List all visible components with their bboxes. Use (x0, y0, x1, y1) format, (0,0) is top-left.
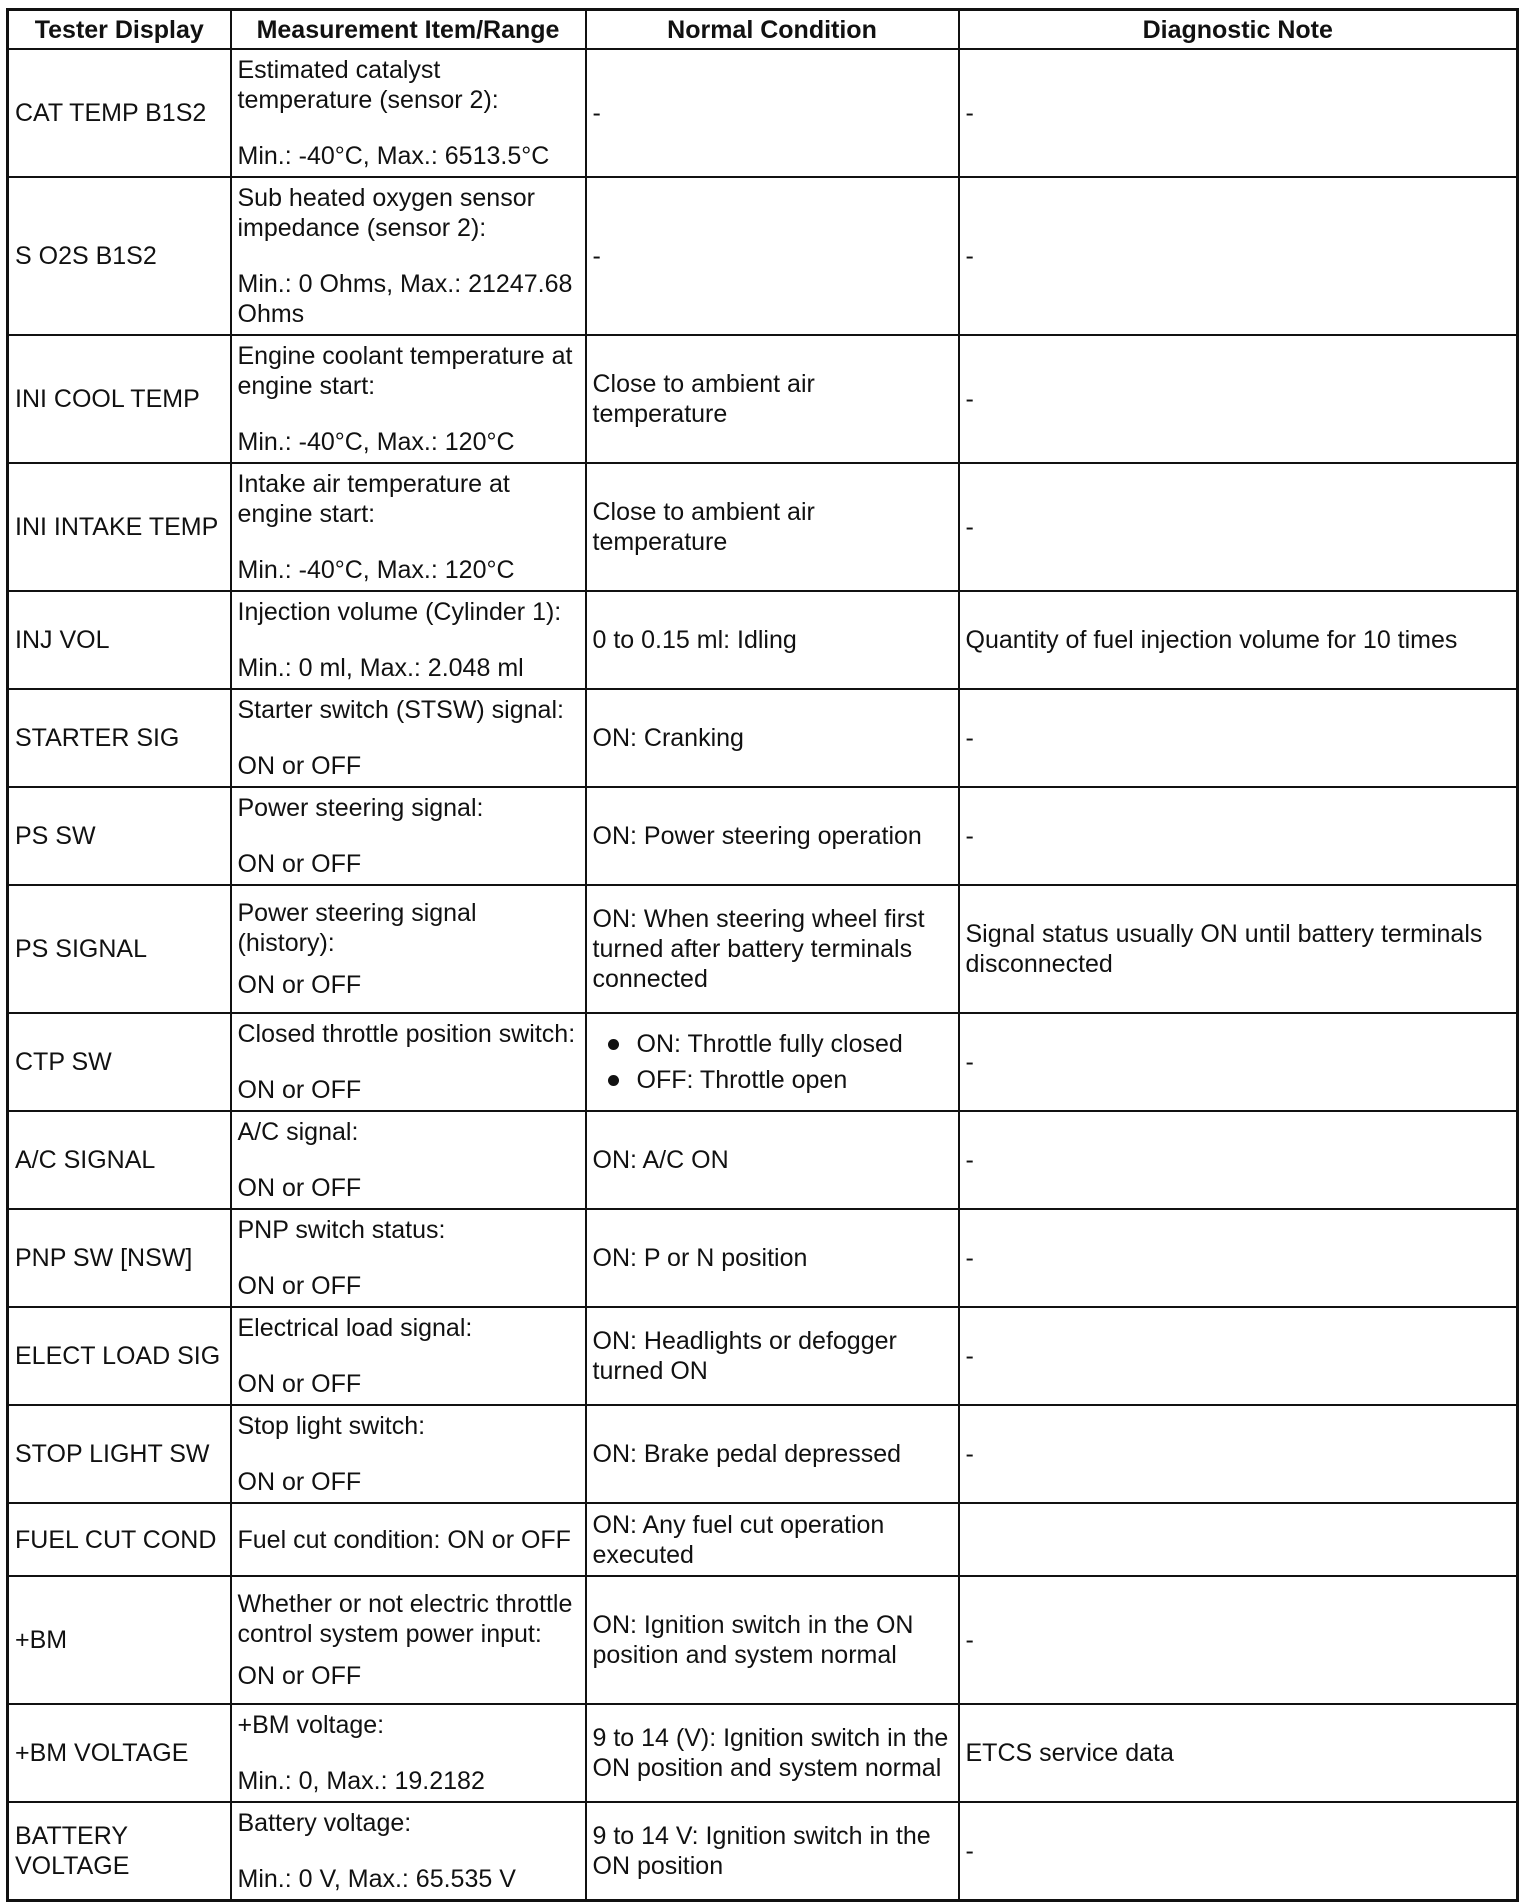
data-list-table (6, 8, 1519, 1902)
cell-normal-condition: ON: Ignition switch in the ON position and system normal (586, 1576, 959, 1704)
cell-diagnostic-note (959, 1503, 1518, 1576)
list-item: ON: Throttle fully closed (587, 1029, 952, 1059)
normal-condition-list (587, 1029, 952, 1095)
item-range: Min.: 0 V, Max.: 65.535 V (237, 1864, 516, 1893)
header-measurement-item: Measurement Item/Range (231, 10, 586, 50)
cell-tester-display: STARTER SIG (8, 689, 231, 787)
table-row (8, 1503, 1518, 1576)
cell-tester-display: INJ VOL (8, 591, 231, 689)
item-description: Power steering signal: (237, 794, 484, 822)
cell-normal-condition: ON: Cranking (586, 689, 959, 787)
table-row (8, 1704, 1518, 1802)
item-description: PNP switch status: (237, 1216, 446, 1244)
item-description: Starter switch (STSW) signal: (237, 696, 564, 724)
item-range: Min.: -40°C, Max.: 120°C (237, 556, 515, 584)
table-row (8, 1111, 1518, 1209)
item-range: Min.: 0 Ohms, Max.: 21247.68 Ohms (237, 270, 573, 328)
item-description: Intake air temperature at engine start: (237, 470, 510, 528)
table-row (8, 1405, 1518, 1503)
cell-normal-condition: Close to ambient air temperature (586, 463, 959, 591)
item-description: A/C signal: (237, 1118, 359, 1146)
table-row (8, 335, 1518, 463)
cell-tester-display: BATTERY VOLTAGE (8, 1802, 231, 1900)
cell-tester-display: ELECT LOAD SIG (8, 1307, 231, 1405)
item-description: Closed throttle position switch: (237, 1020, 576, 1048)
item-description: Injection volume (Cylinder 1): (237, 598, 562, 626)
table-row (8, 1307, 1518, 1405)
cell-tester-display: +BM VOLTAGE (8, 1704, 231, 1802)
item-description: +BM voltage: (237, 1711, 385, 1739)
cell-diagnostic-note: - (959, 1209, 1518, 1307)
item-range: Min.: -40°C, Max.: 120°C (237, 428, 515, 456)
cell-normal-condition: 0 to 0.15 ml: Idling (586, 591, 959, 689)
cell-measurement-item (231, 689, 586, 787)
cell-measurement-item (231, 49, 586, 177)
header-tester-display: Tester Display (8, 10, 231, 50)
cell-normal-condition: ON: When steering wheel first turned after battery terminals connected (586, 885, 959, 1013)
item-description: Power steering signal (history): (237, 899, 477, 957)
cell-diagnostic-note: - (959, 177, 1518, 335)
cell-measurement-item (231, 1802, 586, 1900)
item-range: Min.: 0 ml, Max.: 2.048 ml (237, 654, 524, 682)
header-normal-condition: Normal Condition (586, 10, 959, 50)
item-range: ON or OFF (237, 971, 362, 999)
list-item: OFF: Throttle open (587, 1065, 952, 1095)
cell-measurement-item (231, 591, 586, 689)
cell-normal-condition (586, 1013, 959, 1111)
item-range: ON or OFF (237, 752, 362, 780)
item-range: ON or OFF (237, 1174, 362, 1202)
cell-tester-display: +BM (8, 1576, 231, 1704)
cell-diagnostic-note: - (959, 1405, 1518, 1503)
cell-tester-display: FUEL CUT COND (8, 1503, 231, 1576)
table-row (8, 1576, 1518, 1704)
cell-normal-condition: - (586, 49, 959, 177)
cell-measurement-item (231, 1576, 586, 1704)
item-range: ON or OFF (237, 1272, 362, 1300)
item-range: ON or OFF (237, 850, 362, 878)
cell-normal-condition: ON: Power steering operation (586, 787, 959, 885)
cell-measurement-item (231, 335, 586, 463)
cell-diagnostic-note: - (959, 1111, 1518, 1209)
item-description: Stop light switch: (237, 1412, 426, 1440)
cell-measurement-item (231, 1405, 586, 1503)
cell-measurement-item (231, 1704, 586, 1802)
cell-tester-display: PS SIGNAL (8, 885, 231, 1013)
cell-tester-display: A/C SIGNAL (8, 1111, 231, 1209)
item-range: ON or OFF (237, 1468, 362, 1496)
cell-tester-display: PNP SW [NSW] (8, 1209, 231, 1307)
cell-diagnostic-note: - (959, 1013, 1518, 1111)
cell-normal-condition: ON: Brake pedal depressed (586, 1405, 959, 1503)
item-range: Min.: 0, Max.: 19.2182 (237, 1767, 485, 1795)
cell-measurement-item (231, 463, 586, 591)
cell-measurement-item (231, 1013, 586, 1111)
cell-measurement-item (231, 1111, 586, 1209)
table-row (8, 1802, 1518, 1900)
table-row (8, 49, 1518, 177)
item-range: Min.: -40°C, Max.: 6513.5°C (237, 142, 550, 170)
table-header-row (8, 10, 1518, 50)
table-row (8, 787, 1518, 885)
cell-diagnostic-note: - (959, 689, 1518, 787)
cell-tester-display: INI INTAKE TEMP (8, 463, 231, 591)
item-description: Battery voltage: (237, 1808, 412, 1837)
table-row (8, 177, 1518, 335)
cell-normal-condition: Close to ambient air temperature (586, 335, 959, 463)
cell-measurement-item (231, 177, 586, 335)
cell-diagnostic-note: - (959, 49, 1518, 177)
item-description: Electrical load signal: (237, 1314, 473, 1342)
cell-diagnostic-note: Signal status usually ON until battery terminals disconnected (959, 885, 1518, 1013)
cell-measurement-item: Fuel cut condition: ON or OFF (231, 1503, 586, 1576)
item-description: Engine coolant temperature at engine start: (237, 342, 573, 400)
cell-diagnostic-note: - (959, 1307, 1518, 1405)
table-row (8, 1209, 1518, 1307)
cell-measurement-item (231, 787, 586, 885)
cell-diagnostic-note: - (959, 1576, 1518, 1704)
item-description: Estimated catalyst temperature (sensor 2): (237, 56, 499, 114)
cell-normal-condition: ON: P or N position (586, 1209, 959, 1307)
cell-tester-display: CTP SW (8, 1013, 231, 1111)
cell-diagnostic-note: - (959, 1802, 1518, 1900)
table-row (8, 689, 1518, 787)
table-row (8, 885, 1518, 1013)
cell-normal-condition: ON: Any fuel cut operation executed (586, 1503, 959, 1576)
cell-tester-display: INI COOL TEMP (8, 335, 231, 463)
cell-diagnostic-note: - (959, 463, 1518, 591)
header-diagnostic-note: Diagnostic Note (959, 10, 1518, 50)
table-row (8, 463, 1518, 591)
cell-tester-display: STOP LIGHT SW (8, 1405, 231, 1503)
cell-normal-condition: ON: Headlights or defogger turned ON (586, 1307, 959, 1405)
cell-diagnostic-note: ETCS service data (959, 1704, 1518, 1802)
table-row (8, 1013, 1518, 1111)
item-range: ON or OFF (237, 1662, 362, 1690)
cell-tester-display: CAT TEMP B1S2 (8, 49, 231, 177)
cell-tester-display: PS SW (8, 787, 231, 885)
cell-diagnostic-note: Quantity of fuel injection volume for 10 times (959, 591, 1518, 689)
item-range: ON or OFF (237, 1076, 362, 1104)
table-row (8, 591, 1518, 689)
cell-normal-condition: ON: A/C ON (586, 1111, 959, 1209)
cell-tester-display: S O2S B1S2 (8, 177, 231, 335)
cell-measurement-item (231, 885, 586, 1013)
cell-normal-condition: 9 to 14 (V): Ignition switch in the ON position and system normal (586, 1704, 959, 1802)
item-description: Whether or not electric throttle control system power input: (237, 1590, 573, 1648)
cell-diagnostic-note: - (959, 787, 1518, 885)
cell-normal-condition: - (586, 177, 959, 335)
cell-measurement-item (231, 1307, 586, 1405)
item-description: Sub heated oxygen sensor impedance (sensor 2): (237, 184, 535, 242)
cell-measurement-item (231, 1209, 586, 1307)
cell-normal-condition: 9 to 14 V: Ignition switch in the ON position (586, 1802, 959, 1900)
item-range: ON or OFF (237, 1370, 362, 1398)
cell-diagnostic-note: - (959, 335, 1518, 463)
